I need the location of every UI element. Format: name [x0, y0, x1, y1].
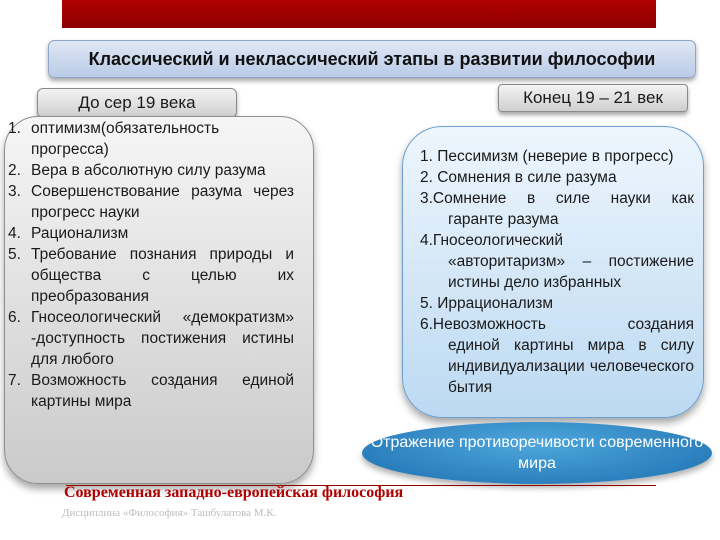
list-item [8, 244, 294, 307]
item-text: Требование познания природы и общества с целью их преобразования [31, 246, 294, 305]
item-number: 2. [8, 162, 21, 179]
item-text-continued: «авторитаризм» – постижение истины дело избранных [448, 253, 694, 291]
item-text: Гносеологический «демократизм» -доступность постижения истины для любого [31, 309, 294, 368]
item-number: 4. [8, 225, 21, 242]
conclusion-ellipse [362, 422, 712, 484]
slide-title-text: Классический и неклассический этапы в развитии философии [88, 48, 656, 69]
item-text: Рационализм [31, 225, 129, 242]
item-text: Вера в абсолютную силу разума [31, 162, 266, 179]
slide-title [48, 40, 696, 78]
list-item [8, 181, 294, 223]
list-item [8, 223, 294, 244]
item-number: 3. [8, 183, 21, 200]
conclusion-text: Отражение противоречивости современного мира [370, 434, 704, 472]
classical-stage-list [8, 118, 294, 412]
footer-credit: Дисциплина «Философия» Ташбулатова М.К. [62, 507, 277, 519]
item-number: 7. [8, 372, 21, 389]
list-item [8, 370, 294, 412]
item-text: 2. Сомнения в силе разума [420, 169, 617, 186]
item-text: Возможность создания единой картины мира [31, 372, 294, 410]
item-text: 4.Гносеологический [420, 232, 563, 249]
item-text-continued: гаранте разума [448, 211, 559, 228]
item-text: 6.Невозможность создания [420, 316, 694, 333]
list-item [8, 307, 294, 370]
left-column-header [37, 88, 237, 118]
item-number: 5. [8, 246, 21, 263]
item-number: 1. [8, 120, 21, 137]
right-column-header [498, 84, 688, 112]
left-column-header-text: До сер 19 века [78, 93, 196, 112]
item-text: Совершенствование разума через прогресс науки [31, 183, 294, 221]
list-item [420, 188, 694, 230]
footer-title: Современная западно-европейская философия [64, 484, 404, 501]
item-text-continued: единой картины мира в силу индивидуализации человеческого бытия [448, 337, 694, 396]
list-item [8, 160, 294, 181]
list-item [420, 167, 694, 188]
top-accent-bar [62, 0, 656, 28]
list-item [420, 146, 694, 167]
list-item [8, 118, 294, 160]
list-item [420, 293, 694, 314]
item-text: 5. Иррационализм [420, 295, 554, 312]
right-column-header-text: Конец 19 – 21 век [523, 88, 663, 107]
list-item [420, 230, 694, 293]
item-text: 1. Пессимизм (неверие в прогресс) [420, 148, 674, 165]
item-text: 3.Сомнение в силе науки как [420, 190, 694, 207]
item-text: оптимизм(обязательность прогресса) [31, 120, 220, 158]
item-number: 6. [8, 309, 21, 326]
list-item [420, 314, 694, 398]
nonclassical-stage-list [420, 146, 694, 398]
